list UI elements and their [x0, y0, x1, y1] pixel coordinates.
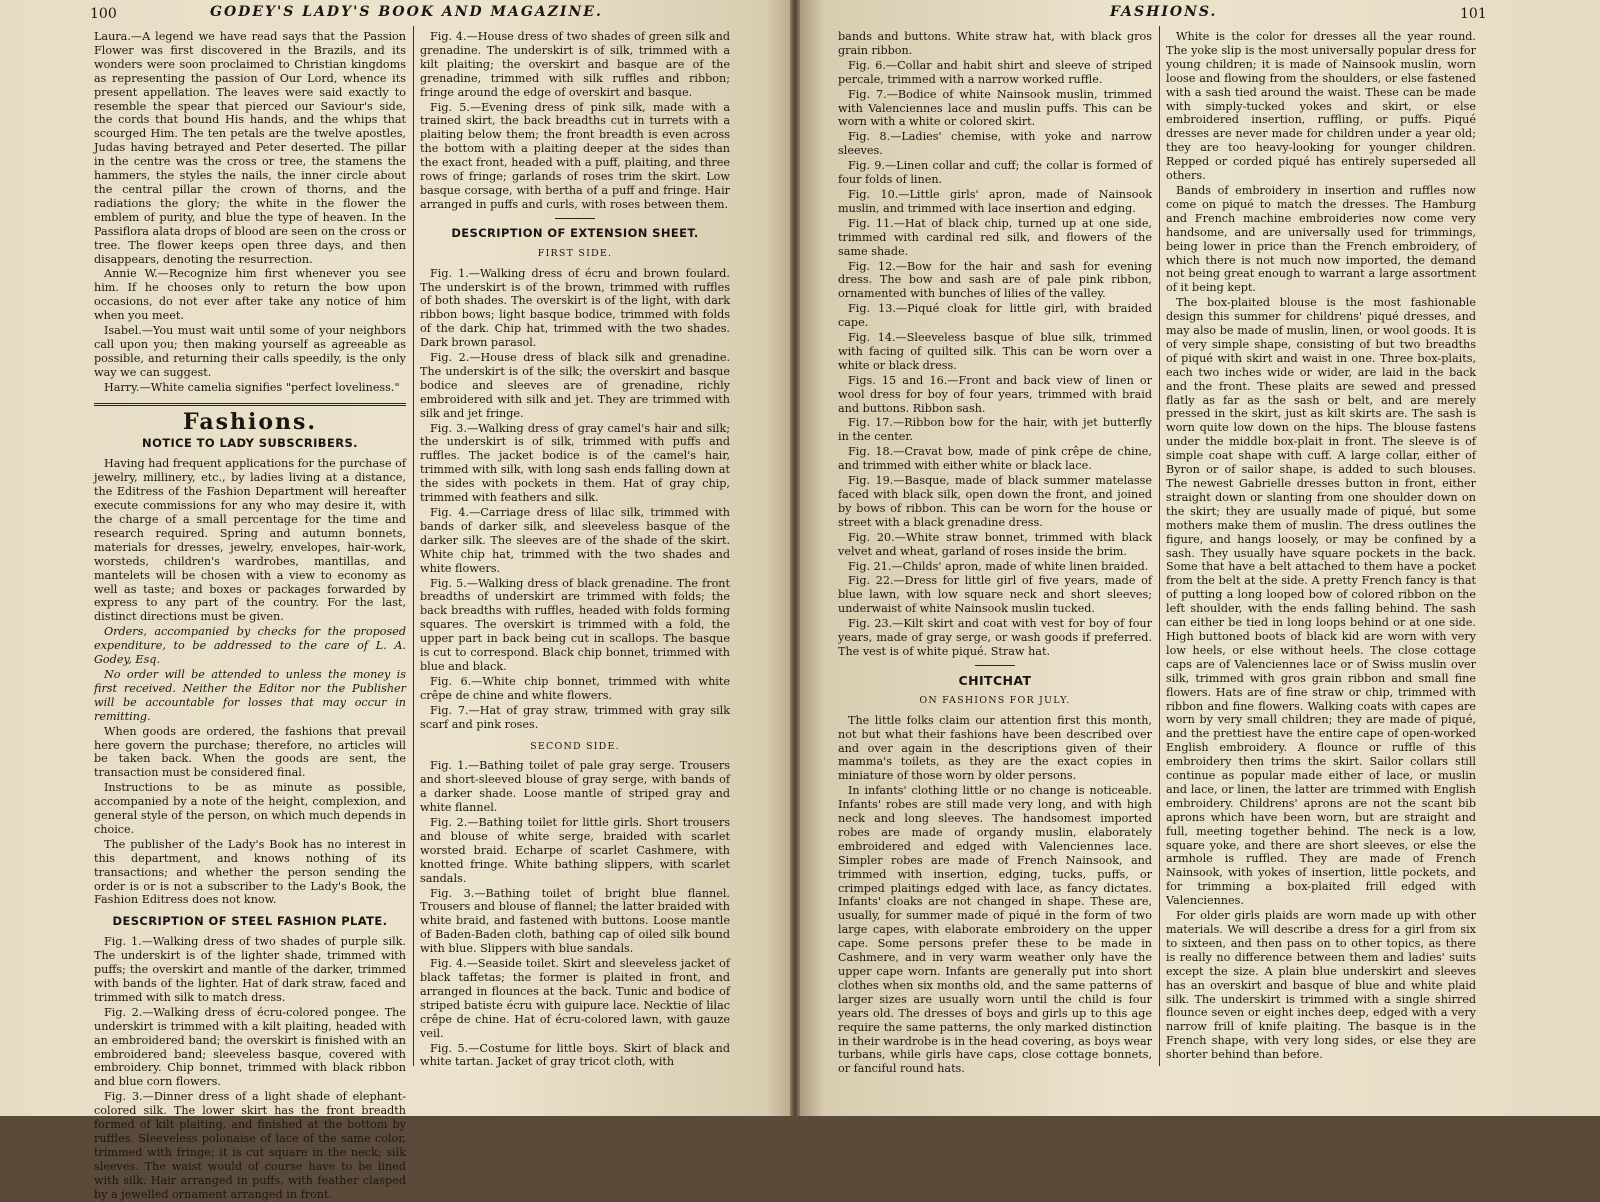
- notice-paragraph: Instructions to be as minute as possible, accompanied by a note of the height, complexion, and general style of the person, on which much depends in choice.: [94, 781, 406, 836]
- notice-paragraph: No order will be attended to unless the money is first received. Neither the Editor nor the Publisher will be accountable for losses that may occur in remitting.: [94, 667, 406, 723]
- chitchat-paragraph: White is the color for dresses all the year round. The yoke slip is the most universally popular dress for young children; it is made of Nainsook muslin, worn loose and flowing from the shoulders, or else fastened with a sash tied around the waist. These can be made with simply-tucked yokes and skirt, or else embroidered insertion, ruffling, or puffs. Piqué dresses are never made for children under a year old; they are too heavy-looking for younger children. Repped or corded piqué has entirely superseded all others.: [1166, 30, 1476, 183]
- notice-paragraph: When goods are ordered, the fashions that prevail here govern the purchase; therefore, no articles will be taken back. When the goods are sent, the transaction must be considered final.: [94, 724, 406, 780]
- fig-paragraph: Fig. 22.—Dress for little girl of five years, made of blue lawn, with low square neck and short sleeves; underwaist of white Nainsook muslin tucked.: [838, 574, 1152, 616]
- fig-paragraph: Figs. 15 and 16.—Front and back view of linen or wool dress for boy of four years, trimmed with braid and buttons. Ribbon sash.: [838, 373, 1152, 415]
- fig-paragraph: Fig. 23.—Kilt skirt and coat with vest for boy of four years, made of gray serge, or wash goods if preferred. The vest is of white piqué. Straw hat.: [838, 617, 1152, 658]
- fig-paragraph: Fig. 14.—Sleeveless basque of blue silk, trimmed with facing of quilted silk. This can be worn over a white or black dress.: [838, 331, 1152, 372]
- right-column-1: [838, 30, 1152, 1080]
- notice-heading: NOTICE TO LADY SUBSCRIBERS.: [142, 436, 358, 451]
- fig-paragraph: Fig. 20.—White straw bonnet, trimmed with black velvet and wheat, garland of roses inside the brim.: [838, 530, 1152, 558]
- first-side-label: FIRST SIDE.: [537, 247, 613, 259]
- fig-paragraph: Fig. 1.—Walking dress of two shades of purple silk. The underskirt is of the lighter shade, trimmed with puffs; the overskirt and mantle of the darker, trimmed with bands of the lighter. Hat of dark straw, faced and trimmed with silk to match dress.: [94, 935, 406, 1004]
- fig-paragraph: Fig. 4.—Carriage dress of lilac silk, trimmed with bands of darker silk, and sleeveless basque of the darker silk. The sleeves are of the shade of the skirt. White chip hat, trimmed with the two shades and white flowers.: [420, 506, 730, 575]
- second-side-label: SECOND SIDE.: [530, 740, 620, 752]
- fig-paragraph: Fig. 3.—Walking dress of gray camel's hair and silk; the underskirt is of silk, trimmed with puffs and ruffles. The jacket bodice is of the camel's hair, trimmed with silk, with long sash ends falling down at the sides with pockets in them. Hat of gray chip, trimmed with feathers and silk.: [420, 421, 730, 505]
- fig-paragraph: Fig. 1.—Bathing toilet of pale gray serge. Trousers and short-sleeved blouse of gray serge, with bands of a darker shade. Loose mantle of striped gray and white flannel.: [420, 759, 730, 815]
- fig-paragraph: Fig. 3.—Dinner dress of a light shade of elephant-colored silk. The lower skirt has the front breadth formed of kilt plaiting, and finished at the bottom by ruffles. Sleeveless polonaise of lace of the same color, trimmed with fringe; it is cut square in the neck; silk sleeves. The waist would of course have to be lined with silk. Hair arranged in puffs, with feather clasped by a jewelled ornament arranged in front.: [94, 1090, 406, 1201]
- short-divider: [555, 218, 595, 219]
- answer-paragraph: Annie W.—Recognize him first whenever you see him. If he chooses only to return the bow upon occasions, do not ever after take any notice of him when you meet.: [94, 267, 406, 323]
- running-head: FASHIONS.: [1110, 4, 1218, 20]
- chitchat-paragraph: In infants' clothing little or no change is noticeable. Infants' robes are still made very long, and with high neck and long sleeves. The handsomest imported robes are made of organdy muslin, elaborately embroidered and edged with Valenciennes lace. Simpler robes are made of French Nainsook, and trimmed with insertion, edging, tucks, puffs, or crimped plaitings edged with lace, as fancy dictates. Infants' cloaks are not changed in shape. These are, usually, for summer made of piqué in the form of two large capes, with elaborate embroidery on the upper cape. Some persons prefer these to be made in Cashmere, and in very warm weather only have the upper cape worn. Infants are generally put into short clothes when six months old, and the same patterns of larger sizes are usually worn until the child is four years old. The dresses of boys and girls up to this age require the same patterns, the only marked distinction in their wardrobe is in the head covering, as boys wear turbans, while girls have caps, close cottage bonnets, or fanciful round hats.: [838, 784, 1152, 1076]
- left-column-1: [94, 30, 407, 1201]
- column-rule: [1159, 26, 1160, 1066]
- fig-paragraph: Fig. 19.—Basque, made of black summer matelasse faced with black silk, open down the front, and joined by bows of ribbon. This can be worn for the house or street with a black grenadine dress.: [838, 474, 1152, 529]
- fig-paragraph: Fig. 6.—White chip bonnet, trimmed with white crêpe de chine and white flowers.: [420, 674, 730, 702]
- short-divider: [975, 665, 1015, 666]
- chitchat-paragraph: Bands of embroidery in insertion and ruffles now come on piqué to match the dresses. The Hamburg and French machine embroideries now come very handsome, and are universally used for trimmings, being lower in price than the French embroidery, of which there is not much now imported, the demand not being great enough to warrant a large assortment of it being kept.: [1166, 183, 1476, 295]
- fig-paragraph: Fig. 3.—Bathing toilet of bright blue flannel. Trousers and blouse of flannel; the latter braided with white braid, and fastened with buttons. Loose mantle of Baden-Baden cloth, bathing cap of oiled silk bound with blue. Slippers with blue sandals.: [420, 886, 730, 956]
- fig-paragraph: Fig. 10.—Little girls' apron, made of Nainsook muslin, and trimmed with lace insertion and edging.: [838, 187, 1152, 215]
- page-number: 101: [1460, 6, 1487, 22]
- fig-paragraph: Fig. 11.—Hat of black chip, turned up at one side, trimmed with cardinal red silk, and flowers of the same shade.: [838, 216, 1152, 258]
- chitchat-paragraph: The box-plaited blouse is the most fashionable design this summer for childrens' piqué dresses, and may also be made of muslin, linen, or wool goods. It is of very simple shape, consisting of but two breadths of piqué with skirt and waist in one. Three box-plaits, each two inches wide or wider, are laid in the back and the front. These plaits are sewed and pressed flatly as far as the sash or belt, and are merely pressed in the skirt, just as kilt skirts are. The sash is worn quite low down on the hips. The blouse fastens under the middle box-plait in front. The sleeve is of simple coat shape with cuff. A large collar, either of Byron or of sailor shape, is added to such blouses. The newest Gabrielle dresses button in front, either straight down or slanting from one shoulder down on the skirt; they are usually made of piqué, but some mothers make them of muslin. The dress outlines the figure, and hangs loosely, or may be confined by a sash. They usually have square pockets in the back. Some that have a belt attached to them have a pocket from the belt at the side. A pretty French fancy is that of putting a long looped bow of colored ribbon on the left shoulder, with the ends falling behind. The sash can either be tied in long loops behind or at one side. High buttoned boots of black kid are worn with very low heels, or else without heels. The close cottage caps are of Valenciennes lace or of Swiss muslin over silk, trimmed with gros grain ribbon and small fine flowers. Hats are of fine straw or chip, trimmed with ribbon and fine flowers. Walking coats with capes are worn by very small children; they are made of piqué, and the prettiest have the entire cape of open-worked English embroidery. A flounce or ruffle of this embroidery then trims the skirt. Sailor collars still continue as popular made either of lace, or muslin and lace, or linen, the latter are trimmed with English embroidery. Childrens' aprons are not the scant bib aprons which have been worn, but are straight and full, meeting together behind. The neck is a low, square yoke, and there are short sleeves, or else the armhole is ruffled. They are made of French Nainsook, with yokes of insertion, little pockets, and for trimming a box-plaited frill edged with Valenciennes.: [1166, 296, 1476, 908]
- answer-paragraph: Laura.—A legend we have read says that the Passion Flower was first discovered in the Brazils, and its wonders were soon proclaimed to Christian kingdoms as representing the passion of Our Lord, whence its present appellation. The leaves were said exactly to resemble the spear that pierced our Saviour's side, the cords that bound His hands, and the whips that scourged Him. The ten petals are the twelve apostles, Judas having betrayed and Peter deserted. The pillar in the centre was the cross or tree, the stamens the hammers, the styles the nails, the inner circle about the central pillar the crown of thorns, and the radiations the glory; the white in the flower the emblem of purity, and blue the type of heaven. In the Passiflora alata drops of blood are seen on the cross or tree. The flower keeps open three days, and then disappears, denoting the resurrection.: [94, 30, 407, 266]
- steel-plate-heading: DESCRIPTION OF STEEL FASHION PLATE.: [112, 914, 388, 929]
- running-head: GODEY'S LADY'S BOOK AND MAGAZINE.: [210, 4, 603, 20]
- section-title: Fashions.: [182, 408, 318, 435]
- left-column-2: [420, 30, 730, 1070]
- chitchat-paragraph: For older girls plaids are worn made up with other materials. We will describe a dress for a girl from six to sixteen, and then pass on to other topics, as there is really no difference between them and ladies' suits except the size. A plain blue underskirt and sleeves has an overskirt and basque of blue and white plaid silk. The underskirt is trimmed with a single shirred flounce seven or eight inches deep, edged with a very narrow frill of knife plaiting. The basque is in the French shape, with very long sides, or else they are shorter behind than before.: [1166, 909, 1476, 1062]
- fig-paragraph: Fig. 7.—Hat of gray straw, trimmed with gray silk scarf and pink roses.: [420, 703, 730, 731]
- fig-paragraph: Fig. 18.—Cravat bow, made of pink crêpe de chine, and trimmed with either white or black lace.: [838, 445, 1152, 473]
- fig-paragraph: Fig. 12.—Bow for the hair and sash for evening dress. The bow and sash are of pale pink ribbon, ornamented with bunches of lilies of the valley.: [838, 259, 1152, 301]
- book-gutter: [790, 0, 800, 1116]
- left-page: [0, 0, 790, 1201]
- section-divider: [94, 403, 406, 406]
- notice-paragraph: Orders, accompanied by checks for the proposed expenditure, to be addressed to the care of L. A. Godey, Esq.: [94, 625, 406, 667]
- notice-paragraph: The publisher of the Lady's Book has no interest in this department, and knows nothing of its transactions; and whether the person sending the order is or is not a subscriber to the Lady's Book, the Fashion Editress does not know.: [94, 837, 406, 907]
- chitchat-heading: CHITCHAT: [958, 672, 1032, 688]
- fig-paragraph: Fig. 4.—Seaside toilet. Skirt and sleeveless jacket of black taffetas; the former is plaited in front, and arranged in flounces at the back. Tunic and bodice of striped batiste écru with guipure lace. Necktie of lilac crêpe de chine. Hat of écru-colored lawn, with gauze veil.: [420, 957, 730, 1040]
- fig-paragraph: Fig. 2.—House dress of black silk and grenadine. The underskirt is of the silk; the overskirt and basque bodice and sleeves are of grenadine, richly embroidered with silk and jet. They are trimmed with silk and jet fringe.: [420, 351, 730, 420]
- chitchat-subheading: ON FASHIONS FOR JULY.: [919, 694, 1071, 706]
- answer-paragraph: Isabel.—You must wait until some of your neighbors call upon you; then making yourself as agreeable as possible, and returning their calls speedily, is the only way we can suggest.: [94, 324, 406, 379]
- fig-paragraph: Fig. 1.—Walking dress of écru and brown foulard. The underskirt is of the brown, trimmed with ruffles of both shades. The overskirt is of the light, with dark ribbon bows; light basque bodice, trimmed with folds of the dark. Chip hat, trimmed with the two shades. Dark brown parasol.: [420, 266, 730, 350]
- fig-paragraph: Fig. 13.—Piqué cloak for little girl, with braided cape.: [838, 302, 1152, 330]
- fig-paragraph: Fig. 5.—Costume for little boys. Skirt of black and white tartan. Jacket of gray tricot cloth, with: [420, 1041, 730, 1069]
- fig-paragraph: Fig. 2.—Bathing toilet for little girls. Short trousers and blouse of white serge, braided with scarlet worsted braid. Echarpe of scarlet Cashmere, with knotted fringe. White bathing slippers, with scarlet sandals.: [420, 816, 730, 885]
- fig-paragraph: Fig. 17.—Ribbon bow for the hair, with jet butterfly in the center.: [838, 416, 1152, 444]
- fig-paragraph: Fig. 2.—Walking dress of écru-colored pongee. The underskirt is trimmed with a kilt plaiting, headed with an embroidered band; the overskirt is finished with an embroidered band; sleeveless basque, covered with embroidery. Chip bonnet, trimmed with black ribbon and blue corn flowers.: [94, 1005, 406, 1089]
- fig-paragraph: bands and buttons. White straw hat, with black gros grain ribbon.: [838, 30, 1152, 57]
- extension-heading: DESCRIPTION OF EXTENSION SHEET.: [451, 225, 699, 240]
- notice-paragraph: Having had frequent applications for the purchase of jewelry, millinery, etc., by ladies living at a distance, the Editress of the Fashion Department will hereafter execute commissions for any who may desire it, with the charge of a small percentage for the time and research required. Spring and autumn bonnets, materials for dresses, jewelry, envelopes, hair-work, worsteds, children's wardrobes, mantillas, and mantelets will be chosen with a view to economy as well as taste; and boxes or packages forwarded by express to any part of the country. For the last, distinct directions must be given.: [94, 457, 406, 624]
- fig-paragraph: Fig. 9.—Linen collar and cuff; the collar is formed of four folds of linen.: [838, 159, 1152, 187]
- fig-paragraph: Fig. 5.—Evening dress of pink silk, made with a trained skirt, the back breadths cut in turrets with a plaiting below them; the front breadth is even across the bottom with a plaiting deeper at the sides than the exact front, headed with a puff, plaiting, and three rows of fringe; garlands of roses trim the skirt. Low basque corsage, with bertha of a puff and fringe. Hair arranged in puffs and curls, with roses between them.: [420, 100, 730, 211]
- right-column-2: [1166, 30, 1476, 1090]
- fig-paragraph: Fig. 7.—Bodice of white Nainsook muslin, trimmed with Valenciennes lace and muslin puffs. This can be worn with a white or colored skirt.: [838, 87, 1152, 129]
- answer-paragraph: Harry.—White camelia signifies "perfect loveliness.": [104, 380, 400, 394]
- fig-paragraph: Fig. 5.—Walking dress of black grenadine. The front breadths of underskirt are trimmed with folds; the back breadths with ruffles, headed with folds forming squares. The overskirt is trimmed with a fold, the upper part in back being cut in scallops. The basque is cut to correspond. Black chip bonnet, trimmed with blue and black.: [420, 576, 730, 673]
- fig-paragraph: Fig. 21.—Childs' apron, made of white linen braided.: [848, 559, 1149, 573]
- page-number: 100: [90, 6, 117, 22]
- chitchat-paragraph: The little folks claim our attention first this month, not but what their fashions have been described over and over again in the descriptions given of their mamma's toilets, as they are the exact copies in miniature of those worn by older persons.: [838, 713, 1152, 783]
- right-page: [800, 0, 1600, 1116]
- fig-paragraph: Fig. 8.—Ladies' chemise, with yoke and narrow sleeves.: [838, 130, 1152, 158]
- column-rule: [413, 26, 414, 1066]
- fig-paragraph: Fig. 6.—Collar and habit shirt and sleeve of striped percale, trimmed with a narrow worked ruffle.: [838, 58, 1152, 86]
- fig-paragraph: Fig. 4.—House dress of two shades of green silk and grenadine. The underskirt is of silk, trimmed with a kilt plaiting; the overskirt and basque are of the grenadine, trimmed with silk ruffles and ribbon; fringe around the edge of overskirt and basque.: [420, 30, 730, 99]
